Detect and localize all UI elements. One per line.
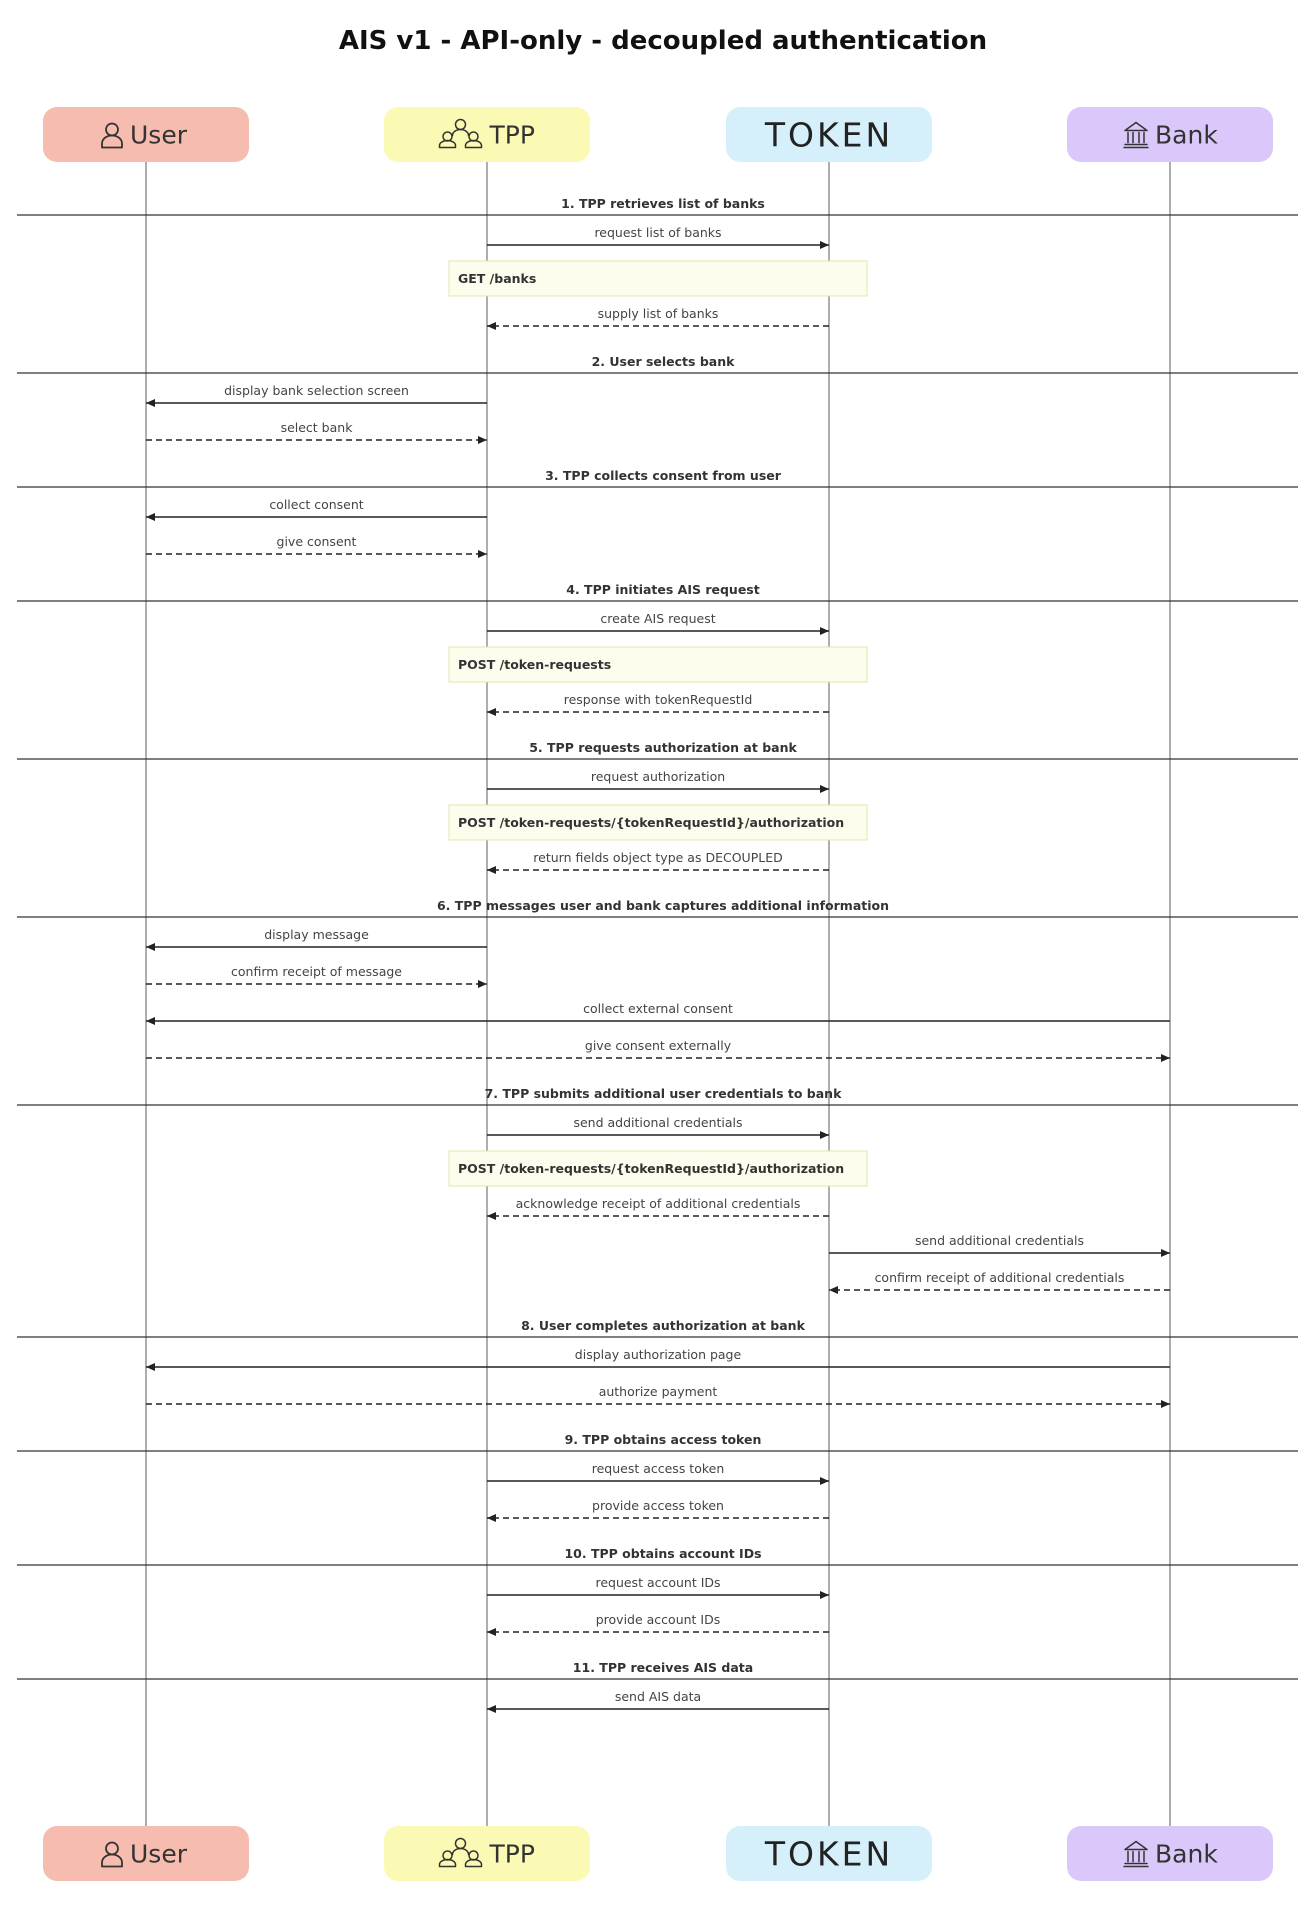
message-label: request account IDs: [595, 1575, 721, 1590]
message-token-to-tpp: [487, 1196, 829, 1216]
message-token-to-tpp: [487, 692, 829, 712]
message-tpp-to-user: [146, 927, 487, 947]
message-tpp-to-token: [487, 611, 829, 631]
steps: [17, 196, 1298, 1709]
message-token-to-tpp: [487, 1612, 829, 1632]
participant-user-top: [43, 107, 249, 162]
section-label: 10. TPP obtains account IDs: [564, 1546, 762, 1561]
message-tpp-to-token: [487, 1461, 829, 1481]
participant-label: TOKEN: [764, 115, 894, 155]
section-label: 9. TPP obtains access token: [564, 1432, 762, 1447]
message-tpp-to-token: [487, 225, 829, 245]
message-tpp-to-token: [487, 769, 829, 789]
section-label: 2. User selects bank: [591, 354, 735, 369]
section-divider: [17, 1086, 1298, 1105]
message-label: request list of banks: [594, 225, 722, 240]
section-label: 3. TPP collects consent from user: [545, 468, 781, 483]
message-token-to-tpp: [487, 1689, 829, 1709]
api-note: [449, 261, 867, 296]
note-label: POST /token-requests/{tokenRequestId}/authorization: [458, 1161, 845, 1176]
message-label: return fields object type as DECOUPLED: [533, 850, 783, 865]
message-token-to-tpp: [487, 306, 829, 326]
message-user-to-bank: [146, 1038, 1170, 1058]
api-note: [449, 805, 867, 840]
diagram-title: AIS v1 - API-only - decoupled authentication: [338, 26, 988, 56]
section-label: 6. TPP messages user and bank captures additional information: [436, 898, 890, 913]
participant-label: TPP: [489, 120, 535, 150]
section-label: 8. User completes authorization at bank: [521, 1318, 805, 1333]
message-bank-to-user: [146, 1347, 1170, 1367]
participant-label: Bank: [1155, 1839, 1218, 1869]
section-divider: [17, 740, 1298, 759]
message-tpp-to-user: [146, 497, 487, 517]
message-user-to-bank: [146, 1384, 1170, 1404]
message-user-to-tpp: [146, 420, 487, 440]
message-label: collect consent: [269, 497, 364, 512]
message-label: authorize payment: [598, 1384, 718, 1399]
message-label: confirm receipt of message: [231, 964, 402, 979]
note-label: GET /banks: [458, 271, 537, 286]
section-divider: [17, 1432, 1298, 1451]
message-label: display bank selection screen: [224, 383, 409, 398]
section-divider: [17, 354, 1298, 373]
participant-label: User: [130, 120, 187, 150]
participant-tpp-bottom: [384, 1826, 590, 1881]
section-label: 1. TPP retrieves list of banks: [561, 196, 765, 211]
message-label: display authorization page: [574, 1347, 742, 1362]
participants-top: [43, 107, 1273, 162]
api-note: [449, 647, 867, 682]
participant-box: [384, 107, 590, 162]
message-label: provide access token: [592, 1498, 724, 1513]
message-tpp-to-user: [146, 383, 487, 403]
message-label: send additional credentials: [573, 1115, 743, 1130]
participant-label: Bank: [1155, 120, 1218, 150]
message-label: acknowledge receipt of additional credentials: [515, 1196, 801, 1211]
section-divider: [17, 196, 1298, 215]
section-divider: [17, 1546, 1298, 1565]
message-label: give consent externally: [584, 1038, 732, 1053]
message-label: send AIS data: [614, 1689, 702, 1704]
section-divider: [17, 582, 1298, 601]
api-note: [449, 1151, 867, 1186]
message-tpp-to-token: [487, 1575, 829, 1595]
message-token-to-tpp: [487, 1498, 829, 1518]
participant-bank-bottom: [1067, 1826, 1273, 1881]
message-label: send additional credentials: [914, 1233, 1085, 1248]
section-divider: [17, 1660, 1298, 1679]
message-bank-to-token: [829, 1270, 1170, 1290]
message-label: display message: [264, 927, 369, 942]
message-user-to-tpp: [146, 964, 487, 984]
participant-box: [384, 1826, 590, 1881]
message-label: supply list of banks: [597, 306, 719, 321]
participant-label: TPP: [489, 1839, 535, 1869]
participant-label: User: [130, 1839, 187, 1869]
message-token-to-tpp: [487, 850, 829, 870]
message-label: request access token: [591, 1461, 725, 1476]
message-token-to-bank: [829, 1233, 1170, 1253]
section-label: 5. TPP requests authorization at bank: [529, 740, 797, 755]
message-label: confirm receipt of additional credentials: [874, 1270, 1125, 1285]
participant-tpp-top: [384, 107, 590, 162]
participant-user-bottom: [43, 1826, 249, 1881]
section-divider: [17, 898, 1298, 917]
section-label: 7. TPP submits additional user credentials to bank: [484, 1086, 842, 1101]
note-label: POST /token-requests/{tokenRequestId}/authorization: [458, 815, 845, 830]
participant-bank-top: [1067, 107, 1273, 162]
message-label: provide account IDs: [595, 1612, 721, 1627]
section-divider: [17, 468, 1298, 487]
section-divider: [17, 1318, 1298, 1337]
message-label: create AIS request: [600, 611, 716, 626]
participant-token-top: [726, 107, 932, 162]
participant-label: TOKEN: [764, 1834, 894, 1874]
message-label: select bank: [280, 420, 353, 435]
message-label: give consent: [276, 534, 357, 549]
message-label: response with tokenRequestId: [563, 692, 753, 707]
message-label: request authorization: [590, 769, 726, 784]
message-user-to-tpp: [146, 534, 487, 554]
note-label: POST /token-requests: [458, 657, 612, 672]
message-bank-to-user: [146, 1001, 1170, 1021]
section-label: 11. TPP receives AIS data: [572, 1660, 754, 1675]
section-label: 4. TPP initiates AIS request: [566, 582, 760, 597]
participants-bottom: [43, 1826, 1273, 1881]
message-label: collect external consent: [583, 1001, 733, 1016]
message-tpp-to-token: [487, 1115, 829, 1135]
participant-token-bottom: [726, 1826, 932, 1881]
